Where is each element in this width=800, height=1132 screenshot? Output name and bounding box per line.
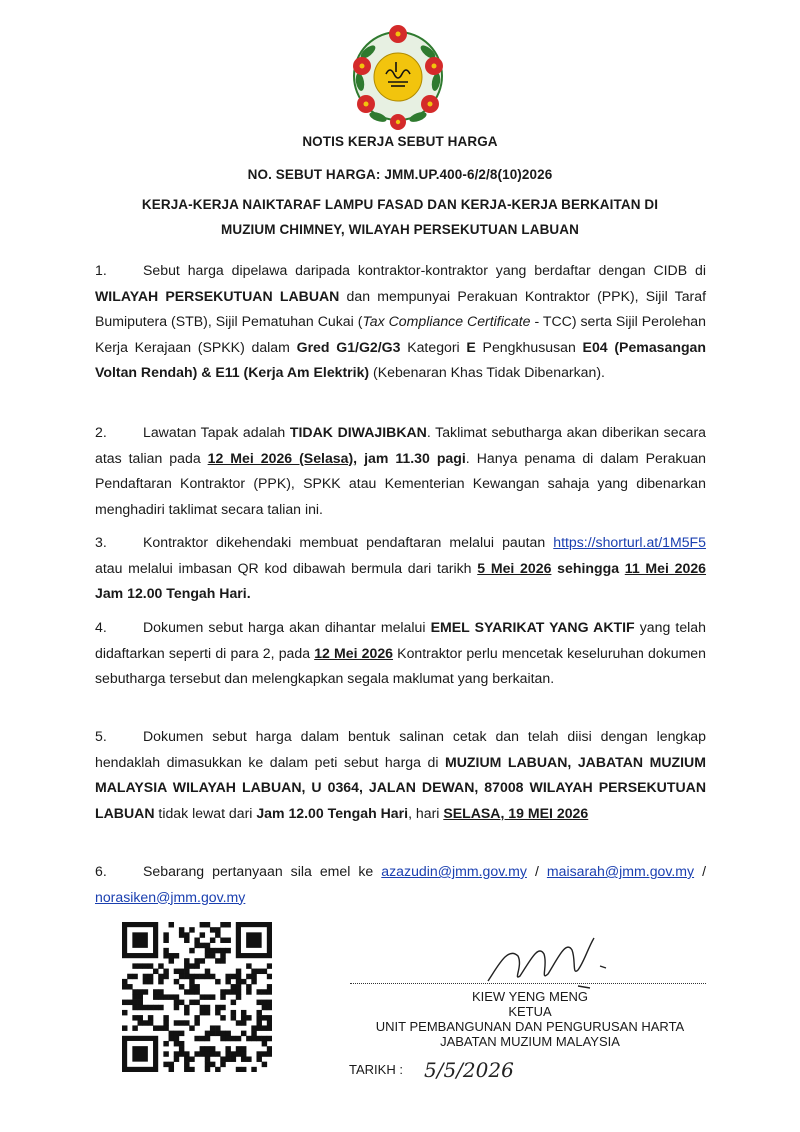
email-link-azazudin[interactable]: azazudin@jmm.gov.my bbox=[381, 863, 527, 879]
site-visit-status: TIDAK DIWAJIBKAN bbox=[289, 424, 427, 440]
registration-start-date: 5 Mei 2026 bbox=[477, 559, 552, 576]
registration-end-date: 11 Mei 2026 bbox=[624, 559, 707, 576]
paragraph-text: . Taklimat sebutharga akan diberikan secara atas talian pada bbox=[95, 424, 706, 466]
submission-address: MUZIUM LABUAN, JABATAN MUZIUM MALAYSIA WILAYAH LABUAN, U 0364, JALAN DEWAN, 87008 WILAYAH PERSEKUTUAN LABUAN bbox=[95, 753, 706, 821]
paragraph-1 bbox=[95, 258, 706, 386]
submission-date: SELASA, 19 MEI 2026 bbox=[443, 804, 589, 821]
specialisation-requirement: E04 (Pemasangan Voltan Rendah) & E11 (Kerja Am Elektrik) bbox=[95, 338, 706, 380]
paragraph-number: 1. bbox=[95, 262, 107, 278]
paragraph-text: Kontraktor perlu mencetak keseluruhan dokumen sebutharga tersebut dan melengkapkan segala maklumat yang berkaitan. bbox=[95, 644, 706, 686]
paragraph-number: 4. bbox=[95, 619, 107, 635]
signature-scribble-icon bbox=[478, 926, 628, 996]
paragraph-text: - TCC) serta Sijil Perolehan Kerja Kerajaan (SPKK) dalam bbox=[95, 313, 706, 355]
paragraph-text: tidak lewat dari bbox=[154, 804, 257, 821]
paragraph-text: dan mempunyai Perakuan Kontraktor (PPK), Sijil Taraf Bumiputera (STB), Sijil Pematuhan Cukai ( bbox=[95, 287, 706, 329]
paragraph-4 bbox=[95, 615, 706, 692]
jabatan-muzium-emblem-icon bbox=[348, 22, 448, 130]
submission-time: Jam 12.00 Tengah Hari bbox=[256, 804, 409, 821]
subject-line-1: KERJA-KERJA NAIKTARAF LAMPU FASAD DAN KERJA-KERJA BERKAITAN DI bbox=[141, 197, 659, 212]
qr-code-icon[interactable] bbox=[122, 922, 272, 1072]
paragraph-text: Kategori bbox=[400, 338, 467, 355]
paragraph-number: 2. bbox=[95, 424, 107, 440]
paragraph-text: Dokumen sebut harga akan dihantar melalui bbox=[143, 619, 431, 635]
paragraph-text: Kontraktor dikehendaki membuat pendaftaran melalui pautan bbox=[143, 534, 554, 550]
paragraph-text: Sebarang pertanyaan sila emel ke bbox=[143, 863, 382, 879]
paragraph-text: Dokumen sebut harga dalam bentuk salinan cetak dan telah diisi dengan lengkap hendaklah dimasukkan ke dalam peti sebut harga di bbox=[95, 728, 706, 770]
handwritten-date bbox=[420, 1055, 530, 1085]
signatory-name: KIEW YENG MENG bbox=[471, 989, 589, 1004]
paragraph-text: Sebut harga dipelawa daripada kontraktor-kontraktor yang berdaftar dengan CIDB di bbox=[143, 262, 706, 278]
paragraph-text: sehingga bbox=[551, 559, 625, 576]
paragraph-number: 3. bbox=[95, 534, 107, 550]
signatory-unit: UNIT PEMBANGUNAN DAN PENGURUSAN HARTA bbox=[375, 1019, 685, 1034]
svg-text:5/5/2026: 5/5/2026 bbox=[424, 1058, 514, 1082]
email-link-norasiken[interactable]: norasiken@jmm.gov.my bbox=[95, 888, 246, 905]
paragraph-3 bbox=[95, 530, 706, 607]
signatory-department: JABATAN MUZIUM MALAYSIA bbox=[440, 1034, 620, 1049]
registration-end-time: Jam 12.00 Tengah Hari. bbox=[95, 585, 251, 601]
registration-link[interactable]: https://shorturl.at/1M5F5 bbox=[553, 534, 706, 550]
subject-line-2: MUZIUM CHIMNEY, WILAYAH PERSEKUTUAN LABUAN bbox=[221, 222, 579, 237]
briefing-date: 12 Mei 2026 (Selasa) bbox=[207, 449, 354, 466]
paragraph-5 bbox=[95, 724, 706, 826]
paragraph-text: yang telah didaftarkan seperti di para 2, pada bbox=[95, 619, 706, 661]
registration-region: WILAYAH PERSEKUTUAN LABUAN bbox=[95, 287, 340, 304]
paragraph-6 bbox=[95, 859, 706, 910]
signature-line bbox=[350, 983, 706, 984]
paragraph-text: , hari bbox=[408, 804, 444, 821]
separator: / bbox=[526, 863, 547, 879]
document-send-date: 12 Mei 2026 bbox=[314, 644, 394, 661]
tcc-term: Tax Compliance Certificate bbox=[362, 313, 531, 329]
grade-requirement: Gred G1/G2/G3 bbox=[296, 338, 401, 355]
separator: / bbox=[694, 863, 707, 879]
paragraph-text: . Hanya penama di dalam Perakuan Pendaftaran Kontraktor (PPK), SPKK atau Kementerian Kewangan sahaja yang dibenarkan menghadiri taklimat secara talian ini. bbox=[95, 449, 706, 517]
paragraph-text: atau melalui imbasan QR kod dibawah bermula dari tarikh bbox=[95, 559, 478, 576]
email-link-maisarah[interactable]: maisarah@jmm.gov.my bbox=[546, 863, 695, 879]
date-label: TARIKH : bbox=[349, 1062, 403, 1077]
category-requirement: E bbox=[466, 338, 476, 355]
paragraph-number: 6. bbox=[95, 863, 107, 879]
paragraph-2 bbox=[95, 420, 706, 522]
paragraph-text: Pengkhususan bbox=[475, 338, 583, 355]
notice-title: NOTIS KERJA SEBUT HARGA bbox=[302, 134, 498, 149]
signatory-position: KETUA bbox=[508, 1004, 552, 1019]
quotation-reference: NO. SEBUT HARGA: JMM.UP.400-6/2/8(10)2026 bbox=[247, 167, 553, 182]
paragraph-text: (Kebenaran Khas Tidak Dibenarkan). bbox=[369, 364, 605, 380]
email-requirement: EMEL SYARIKAT YANG AKTIF bbox=[430, 619, 635, 635]
briefing-time: , jam 11.30 pagi bbox=[353, 449, 466, 466]
paragraph-number: 5. bbox=[95, 728, 107, 744]
paragraph-text: Lawatan Tapak adalah bbox=[143, 424, 290, 440]
